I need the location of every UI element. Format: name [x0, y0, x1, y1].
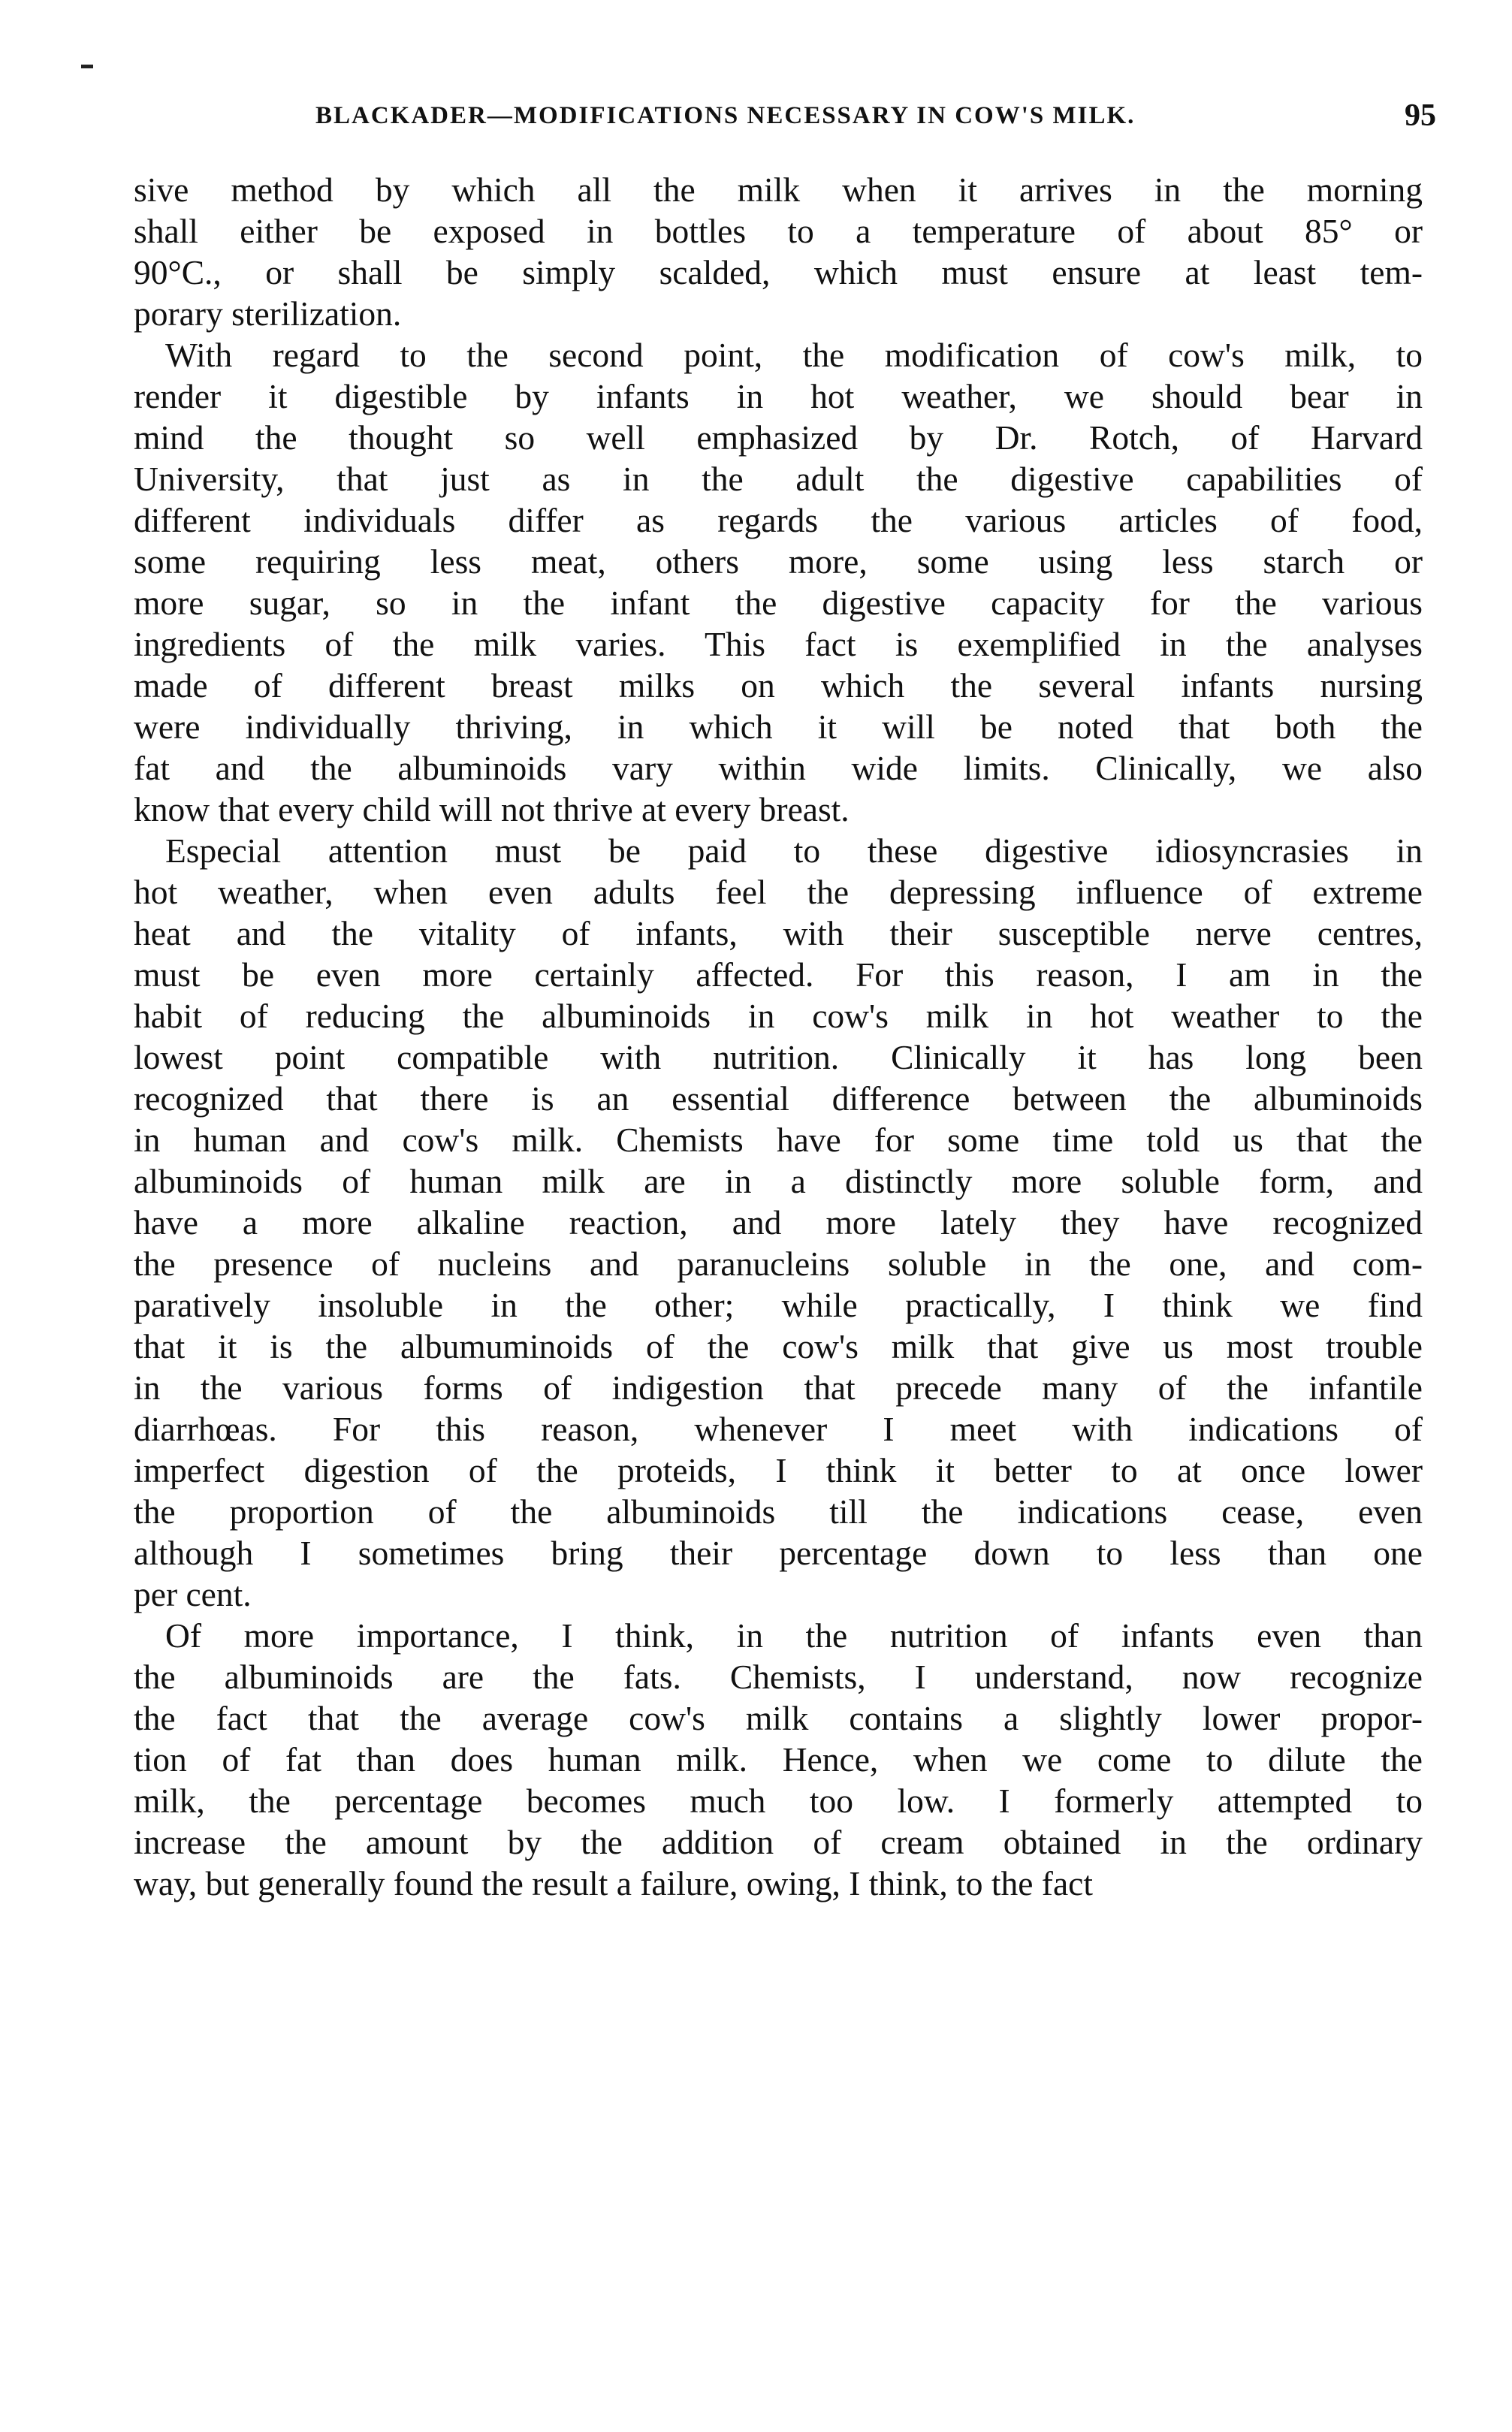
text-line: tion of fat than does human milk. Hence, when we come to dilute the	[134, 1740, 1423, 1779]
text-line: Of more importance, I think, in the nutrition of infants even than	[165, 1616, 1423, 1655]
text-line: diarrhœas. For this reason, whenever I meet with indications of	[134, 1410, 1423, 1448]
paragraph	[134, 1615, 1423, 1904]
text-line: know that every child will not thrive at every breast.	[134, 790, 850, 828]
text-line: render it digestible by infants in hot weather, we should bear in	[134, 377, 1423, 415]
body-text	[134, 169, 1423, 1904]
text-line: With regard to the second point, the modification of cow's milk, to	[165, 336, 1423, 374]
text-line: must be even more certainly affected. For this reason, I am in the	[134, 955, 1423, 994]
text-line: University, that just as in the adult the digestive capabilities of	[134, 460, 1423, 498]
text-line: that it is the albumuminoids of the cow's milk that give us most trouble	[134, 1327, 1423, 1365]
text-line: hot weather, when even adults feel the depressing influence of extreme	[134, 873, 1423, 911]
text-line: mind the thought so well emphasized by Dr. Rotch, of Harvard	[134, 418, 1423, 457]
page-header	[135, 98, 1442, 150]
text-line: the fact that the average cow's milk contains a slightly lower propor-	[134, 1699, 1423, 1737]
text-line: porary sterilization.	[134, 294, 402, 333]
paragraph	[134, 169, 1423, 334]
paragraph	[134, 830, 1423, 1615]
text-line: the presence of nucleins and paranucleins soluble in the one, and com-	[134, 1245, 1423, 1283]
text-line: in human and cow's milk. Chemists have for some time told us that the	[134, 1121, 1423, 1159]
text-line: paratively insoluble in the other; while practically, I think we find	[134, 1286, 1423, 1324]
text-line: Especial attention must be paid to these digestive idiosyncrasies in	[165, 831, 1423, 870]
text-line: although I sometimes bring their percentage down to less than one	[134, 1534, 1423, 1572]
text-line: different individuals differ as regards the various articles of food,	[134, 501, 1423, 539]
text-line: increase the amount by the addition of cream obtained in the ordinary	[134, 1823, 1423, 1861]
text-line: fat and the albuminoids vary within wide limits. Clinically, we also	[134, 749, 1423, 787]
text-line: shall either be exposed in bottles to a temperature of about 85° or	[134, 212, 1423, 250]
text-line: the proportion of the albuminoids till the indications cease, even	[134, 1492, 1423, 1531]
text-line: way, but generally found the result a failure, owing, I think, to the fact	[134, 1864, 1093, 1902]
text-line: 90°C., or shall be simply scalded, which must ensure at least tem-	[134, 253, 1423, 291]
text-line: imperfect digestion of the proteids, I think it better to at once lower	[134, 1451, 1423, 1489]
text-line: lowest point compatible with nutrition. Clinically it has long been	[134, 1038, 1423, 1076]
text-line: per cent.	[134, 1575, 252, 1613]
text-line: in the various forms of indigestion that precede many of the infantile	[134, 1368, 1423, 1407]
text-line: habit of reducing the albuminoids in cow's milk in hot weather to the	[134, 997, 1423, 1035]
running-head: BLACKADER—MODIFICATIONS NECESSARY IN COW'S MILK.	[315, 102, 1136, 129]
text-line: more sugar, so in the infant the digestive capacity for the various	[134, 584, 1423, 622]
text-line: have a more alkaline reaction, and more lately they have recognized	[134, 1203, 1423, 1242]
text-line: milk, the percentage becomes much too low. I formerly attempted to	[134, 1782, 1423, 1820]
text-line: sive method by which all the milk when it arrives in the morning	[134, 170, 1423, 209]
text-line: ingredients of the milk varies. This fact is exemplified in the analyses	[134, 625, 1423, 663]
text-line: were individually thriving, in which it will be noted that both the	[134, 708, 1423, 746]
text-line: albuminoids of human milk are in a distinctly more soluble form, and	[134, 1162, 1423, 1200]
paragraph	[134, 334, 1423, 830]
text-line: heat and the vitality of infants, with their susceptible nerve centres,	[134, 914, 1423, 952]
page-number: 95	[1405, 98, 1436, 133]
text-line: made of different breast milks on which the several infants nursing	[134, 666, 1423, 705]
text-line: some requiring less meat, others more, some using less starch or	[134, 542, 1423, 581]
text-line: recognized that there is an essential difference between the albuminoids	[134, 1079, 1423, 1118]
text-line: the albuminoids are the fats. Chemists, I understand, now recognize	[134, 1658, 1423, 1696]
margin-mark	[81, 65, 93, 68]
